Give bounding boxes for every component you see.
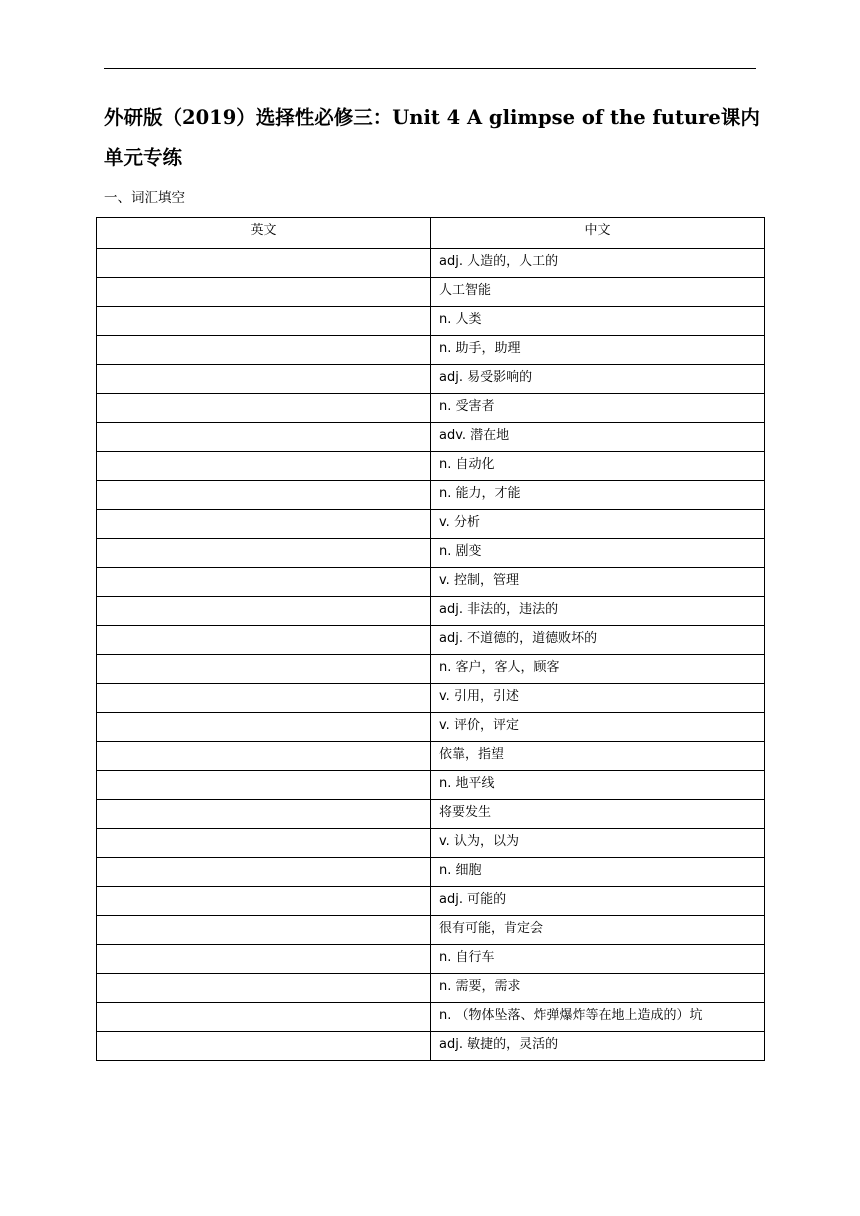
document-title: 外研版（2019）选择性必修三：Unit 4 A glimpse of the future课内单元专练 [104,106,760,169]
chinese-meaning-cell: adj. 非法的，违法的 [431,597,765,626]
table-row [97,336,765,365]
english-answer-cell[interactable] [97,336,431,365]
section-heading: 一、词汇填空 [104,190,185,206]
table-row [97,481,765,510]
table-row [97,1003,765,1032]
chinese-meaning-cell: adv. 潜在地 [431,423,765,452]
table-row [97,974,765,1003]
table-row [97,365,765,394]
table-row [97,597,765,626]
english-answer-cell[interactable] [97,452,431,481]
table-row [97,249,765,278]
chinese-meaning-cell: 很有可能，肯定会 [431,916,765,945]
english-answer-cell[interactable] [97,916,431,945]
english-answer-cell[interactable] [97,394,431,423]
english-answer-cell[interactable] [97,1003,431,1032]
table-row [97,945,765,974]
chinese-meaning-cell: v. 评价，评定 [431,713,765,742]
english-answer-cell[interactable] [97,887,431,916]
english-answer-cell[interactable] [97,568,431,597]
english-answer-cell[interactable] [97,974,431,1003]
chinese-meaning-cell: n. 细胞 [431,858,765,887]
chinese-meaning-cell: 人工智能 [431,278,765,307]
table-row [97,684,765,713]
english-answer-cell[interactable] [97,858,431,887]
table-row [97,858,765,887]
english-answer-cell[interactable] [97,423,431,452]
table-row [97,510,765,539]
table-row [97,626,765,655]
vocabulary-table-body [97,249,765,1061]
chinese-meaning-cell: n. 自动化 [431,452,765,481]
chinese-meaning-cell: adj. 可能的 [431,887,765,916]
table-row [97,771,765,800]
vocabulary-table [96,217,765,1061]
table-row [97,423,765,452]
chinese-meaning-cell: n. 需要，需求 [431,974,765,1003]
table-row [97,713,765,742]
english-answer-cell[interactable] [97,655,431,684]
table-row [97,800,765,829]
english-answer-cell[interactable] [97,539,431,568]
table-row [97,655,765,684]
english-answer-cell[interactable] [97,278,431,307]
english-answer-cell[interactable] [97,481,431,510]
table-row [97,916,765,945]
chinese-meaning-cell: 依靠，指望 [431,742,765,771]
chinese-meaning-cell: n. 人类 [431,307,765,336]
english-answer-cell[interactable] [97,945,431,974]
chinese-meaning-cell: v. 引用，引述 [431,684,765,713]
table-row [97,278,765,307]
english-answer-cell[interactable] [97,249,431,278]
english-answer-cell[interactable] [97,713,431,742]
chinese-meaning-cell: n. （物体坠落、炸弹爆炸等在地上造成的）坑 [431,1003,765,1032]
chinese-meaning-cell: adj. 人造的，人工的 [431,249,765,278]
column-header-chinese: 中文 [431,218,765,249]
column-header-english: 英文 [97,218,431,249]
table-row [97,568,765,597]
chinese-meaning-cell: 将要发生 [431,800,765,829]
english-answer-cell[interactable] [97,771,431,800]
english-answer-cell[interactable] [97,510,431,539]
table-row [97,539,765,568]
table-row [97,307,765,336]
chinese-meaning-cell: n. 能力，才能 [431,481,765,510]
chinese-meaning-cell: v. 分析 [431,510,765,539]
chinese-meaning-cell: n. 地平线 [431,771,765,800]
chinese-meaning-cell: adj. 敏捷的，灵活的 [431,1032,765,1061]
chinese-meaning-cell: n. 自行车 [431,945,765,974]
table-row [97,1032,765,1061]
english-answer-cell[interactable] [97,684,431,713]
chinese-meaning-cell: adj. 易受影响的 [431,365,765,394]
chinese-meaning-cell: n. 剧变 [431,539,765,568]
chinese-meaning-cell: v. 控制，管理 [431,568,765,597]
chinese-meaning-cell: n. 客户，客人，顾客 [431,655,765,684]
table-header-row [97,218,765,249]
english-answer-cell[interactable] [97,626,431,655]
english-answer-cell[interactable] [97,829,431,858]
table-row [97,829,765,858]
table-row [97,742,765,771]
table-row [97,394,765,423]
chinese-meaning-cell: n. 受害者 [431,394,765,423]
chinese-meaning-cell: v. 认为，以为 [431,829,765,858]
english-answer-cell[interactable] [97,597,431,626]
table-row [97,452,765,481]
english-answer-cell[interactable] [97,307,431,336]
english-answer-cell[interactable] [97,742,431,771]
english-answer-cell[interactable] [97,800,431,829]
header-rule [104,68,756,69]
chinese-meaning-cell: adj. 不道德的，道德败坏的 [431,626,765,655]
table-row [97,887,765,916]
english-answer-cell[interactable] [97,365,431,394]
chinese-meaning-cell: n. 助手，助理 [431,336,765,365]
english-answer-cell[interactable] [97,1032,431,1061]
